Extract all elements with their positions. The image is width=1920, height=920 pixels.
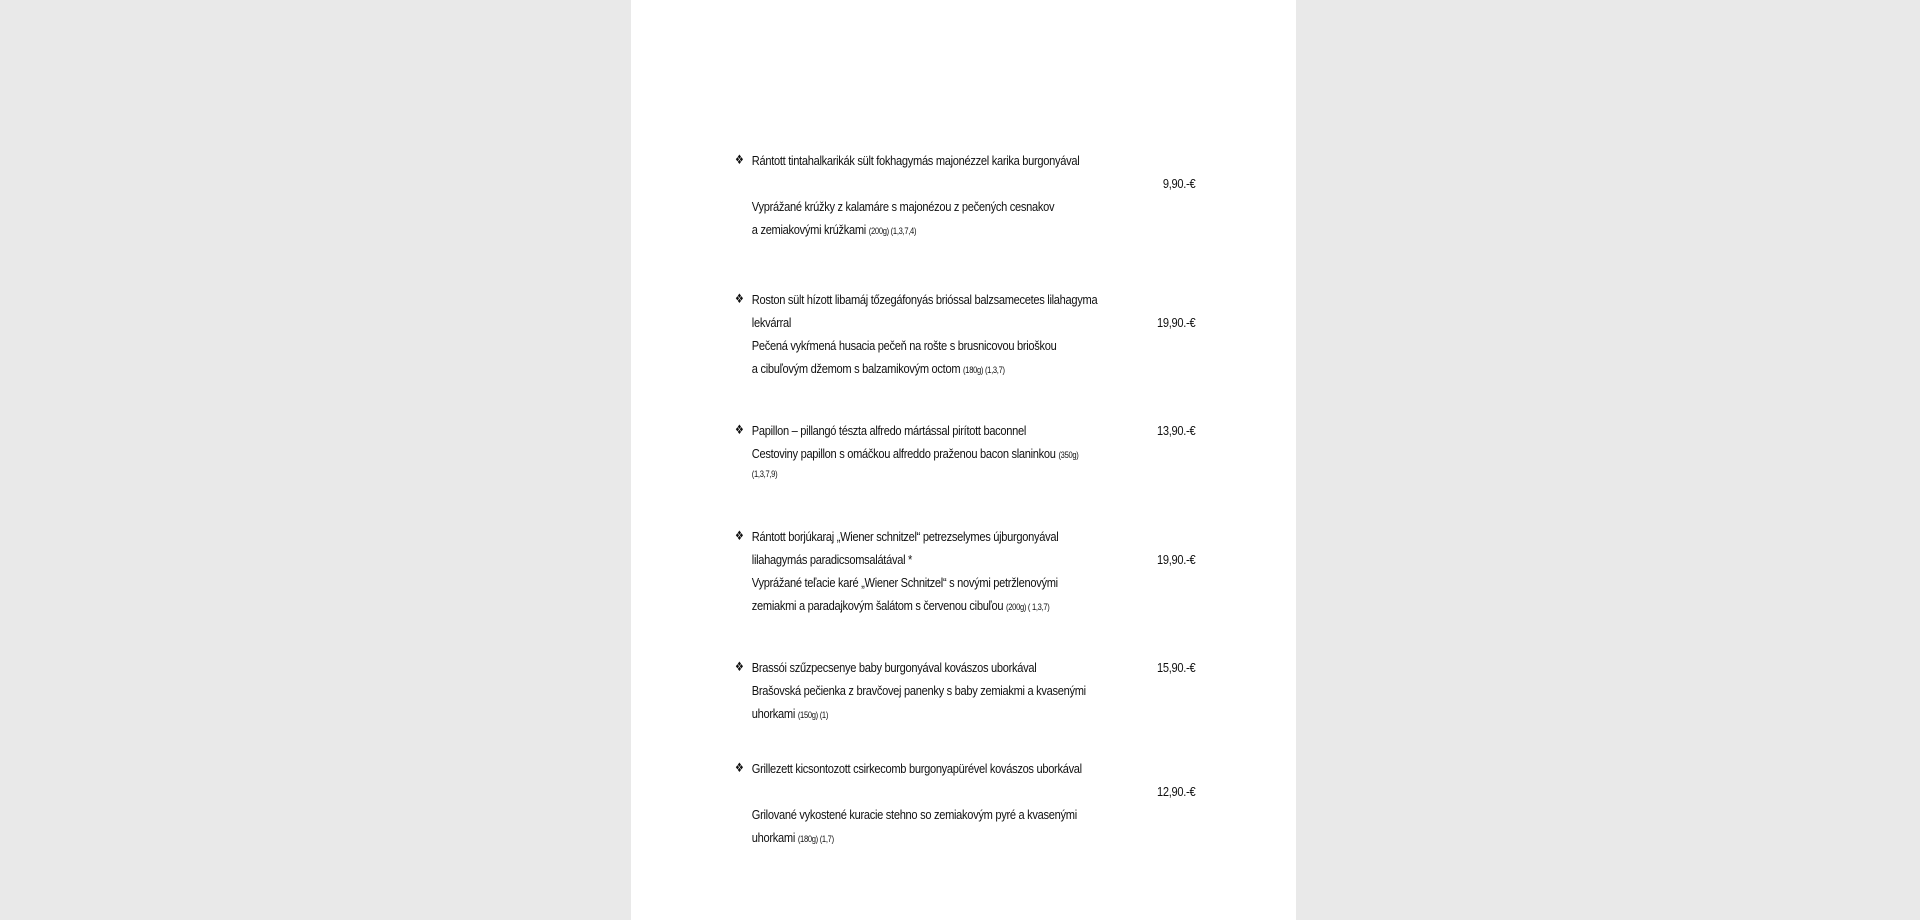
diamond-bullet-icon: ❖	[735, 761, 744, 776]
diamond-bullet-icon: ❖	[735, 292, 744, 307]
item-sk-name: Cestoviny papillon s omáčkou alfreddo praženou bacon slaninkou	[751, 446, 1056, 461]
item-allergens: (200g) ( 1,3,7)	[1006, 602, 1050, 612]
item-hu-name: Papillon – pillangó tészta alfredo mártással pirított baconnel	[751, 423, 1027, 438]
diamond-bullet-icon: ❖	[735, 660, 744, 675]
menu-item	[735, 757, 1196, 851]
item-hu-name: Roston sült hízott libamáj tőzegáfonyás brióssal balzsamecetes lilahagyma	[751, 292, 1098, 307]
item-sk-name-cont: a cibuľovým džemom s balzamikovým octom	[751, 361, 961, 376]
menu-item	[735, 656, 1196, 727]
item-sk-name: Brašovská pečienka z bravčovej panenky s baby zemiakmi a kvasenými	[751, 683, 1086, 698]
item-price: 19,90.-€	[1157, 552, 1196, 567]
menu-item	[735, 288, 1196, 382]
item-allergens: (180g) (1,3,7)	[963, 365, 1005, 375]
menu-page	[631, 0, 1296, 920]
diamond-bullet-icon: ❖	[735, 529, 744, 544]
item-hu-name: Grillezett kicsontozott csirkecomb burgonyapürével kovászos uborkával	[751, 761, 1082, 776]
item-allergens: (200g) (1,3,7,4)	[868, 226, 917, 236]
item-price: 12,90.-€	[1157, 784, 1196, 799]
item-sk-name-cont: a zemiakovými krúžkami	[751, 222, 866, 237]
menu-item	[735, 149, 1196, 243]
item-sk-name-cont: uhorkami	[751, 830, 796, 845]
item-hu-name-cont: lekvárral	[751, 315, 792, 330]
item-sk-name: Pečená vykŕmená husacia pečeň na rošte s brusnicovou brioškou	[751, 338, 1057, 353]
item-hu-name: Rántott borjúkaraj „Wiener schnitzel“ petrezselymes újburgonyával	[751, 529, 1059, 544]
menu-item	[735, 525, 1196, 619]
item-price: 9,90.-€	[1162, 176, 1196, 191]
item-price: 15,90.-€	[1157, 660, 1196, 675]
item-sk-name: Vyprážané teľacie karé „Wiener Schnitzel“ s novými petržlenovými	[751, 575, 1058, 590]
item-sk-name: Grilované vykostené kuracie stehno so zemiakovým pyré a kvasenými	[751, 807, 1077, 822]
item-price: 13,90.-€	[1157, 423, 1196, 438]
item-price: 19,90.-€	[1157, 315, 1196, 330]
item-allergens: (150g) (1)	[797, 710, 829, 720]
item-hu-name: Brassói szűzpecsenye baby burgonyával kovászos uborkával	[751, 660, 1037, 675]
item-sk-name-cont: zemiakmi a paradajkovým šalátom s červenou cibuľou	[751, 598, 1004, 613]
item-hu-name: Rántott tintahalkarikák sült fokhagymás majonézzel karika burgonyával	[751, 153, 1080, 168]
item-sk-name-cont: uhorkami	[751, 706, 796, 721]
item-sk-name: Vyprážané krúžky z kalamáre s majonézou z pečených cesnakov	[751, 199, 1055, 214]
diamond-bullet-icon: ❖	[735, 153, 744, 168]
item-hu-name-cont: lilahagymás paradicsomsalátával *	[751, 552, 913, 567]
item-allergens-weight: (350g)	[1058, 450, 1079, 460]
diamond-bullet-icon: ❖	[735, 423, 744, 438]
item-allergens: (180g) (1,7)	[797, 834, 834, 844]
item-allergens: (1,3,7,9)	[751, 469, 778, 479]
menu-item	[735, 419, 1196, 481]
